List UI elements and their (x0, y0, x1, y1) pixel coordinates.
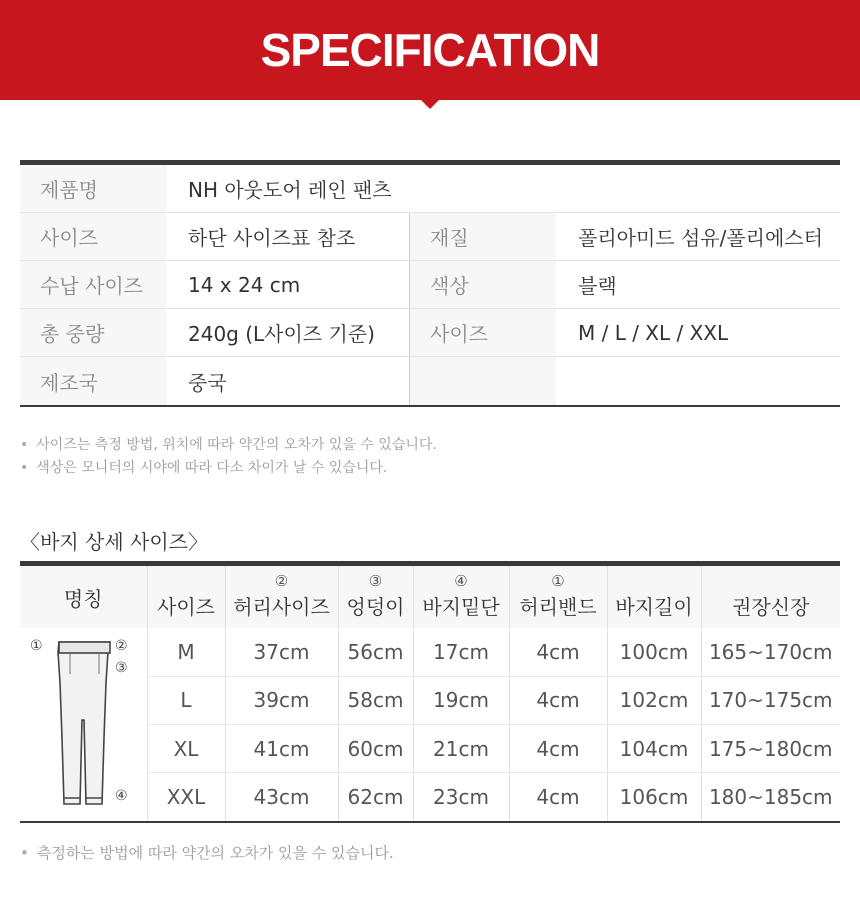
header-size (147, 566, 225, 628)
spec-value: 블랙 (578, 274, 617, 298)
header-label: 바지밑단 (422, 595, 500, 619)
header-label: 바지길이 (615, 595, 693, 619)
spec-row-name (20, 165, 840, 213)
cell-size: XXL (147, 773, 225, 821)
spec-value: 폴리아미드 섬유/폴리에스터 (578, 226, 823, 250)
diagram-tag: ③ (115, 660, 128, 676)
cell-hip: 58cm (338, 676, 413, 724)
spec-value: 하단 사이즈표 참조 (166, 213, 410, 260)
banner-notch (421, 100, 439, 109)
header-label: 허리밴드 (519, 595, 597, 619)
diagram-tag: ① (30, 638, 43, 654)
note-item: • 색상은 모니터의 시야에 따라 다소 차이가 날 수 있습니다. (20, 457, 840, 480)
header-number: ③ (368, 572, 383, 590)
cell-size: M (147, 628, 225, 676)
cell-length: 106cm (607, 773, 701, 821)
spec-key: 사이즈 (410, 309, 556, 356)
header-waistband (509, 566, 607, 628)
cell-hem: 23cm (413, 773, 509, 821)
banner-title: SPECIFICATION (260, 24, 600, 76)
note-item: • 사이즈는 측정 방법, 위치에 따라 약간의 오차가 있을 수 있습니다. (20, 434, 840, 457)
header-hem (413, 566, 509, 628)
cell-waist: 39cm (225, 676, 338, 724)
spec-key: 재질 (410, 213, 556, 260)
cell-hip: 56cm (338, 628, 413, 676)
cell-waist: 37cm (225, 628, 338, 676)
diagram-tag: ② (115, 638, 128, 654)
cell-height: 175~180cm (701, 725, 840, 773)
header-number: ④ (454, 572, 468, 590)
size-table (20, 561, 840, 823)
cell-length: 104cm (607, 725, 701, 773)
cell-height: 170~175cm (701, 676, 840, 724)
header-label: 엉덩이 (346, 595, 405, 619)
cell-hip: 62cm (338, 773, 413, 821)
cell-waist: 41cm (225, 725, 338, 773)
header-height (701, 566, 840, 628)
pants-diagram-cell (20, 628, 147, 821)
cell-waistband: 4cm (509, 676, 607, 724)
cell-waistband: 4cm (509, 628, 607, 676)
spec-value: 14 x 24 cm (166, 261, 410, 308)
spec-value: NH 아웃도어 레인 팬츠 (188, 178, 392, 202)
header-label: 권장신장 (732, 595, 810, 619)
cell-waist: 43cm (225, 773, 338, 821)
header-label: 사이즈 (157, 595, 215, 619)
header-waist (225, 566, 338, 628)
spec-value: 240g (L사이즈 기준) (166, 309, 410, 356)
spec-key: 제조국 (20, 357, 166, 405)
spec-row-origin (20, 357, 840, 405)
size-footnote: • 측정하는 방법에 따라 약간의 오차가 있을 수 있습니다. (20, 842, 394, 863)
spec-value: M / L / XL / XXL (578, 320, 729, 345)
header-name (20, 566, 147, 628)
spec-row-size (20, 213, 840, 261)
spec-value: 중국 (166, 357, 410, 405)
spec-key: 총 중량 (20, 309, 166, 356)
spec-key: 제품명 (20, 165, 166, 212)
cell-size: XL (147, 725, 225, 773)
spec-banner (0, 0, 860, 100)
cell-hem: 17cm (413, 628, 509, 676)
cell-height: 165~170cm (701, 628, 840, 676)
spec-value-empty (556, 357, 840, 405)
cell-waistband: 4cm (509, 725, 607, 773)
pants-icon (20, 628, 147, 821)
cell-length: 100cm (607, 628, 701, 676)
diagram-tag: ④ (115, 788, 128, 804)
table-row (20, 628, 840, 676)
pants-diagram (20, 628, 147, 821)
header-label: 허리사이즈 (233, 595, 330, 619)
header-hip (338, 566, 413, 628)
cell-size: L (147, 676, 225, 724)
cell-hip: 60cm (338, 725, 413, 773)
header-number: ① (551, 572, 565, 590)
cell-waistband: 4cm (509, 773, 607, 821)
size-header-row (20, 566, 840, 628)
size-section-title: 〈바지 상세 사이즈〉 (20, 530, 208, 554)
cell-hem: 21cm (413, 725, 509, 773)
cell-length: 102cm (607, 676, 701, 724)
header-label: 명칭 (63, 586, 103, 611)
spec-key: 사이즈 (20, 213, 166, 260)
cell-height: 180~185cm (708, 785, 833, 810)
spec-key-empty (410, 357, 556, 405)
spec-row-weight (20, 309, 840, 357)
header-number: ② (274, 572, 289, 590)
header-length (607, 566, 701, 628)
spec-notes (20, 434, 840, 480)
spec-key: 수납 사이즈 (20, 261, 166, 308)
spec-table (20, 160, 840, 407)
spec-key: 색상 (410, 261, 556, 308)
spec-row-storage (20, 261, 840, 309)
cell-hem: 19cm (413, 676, 509, 724)
